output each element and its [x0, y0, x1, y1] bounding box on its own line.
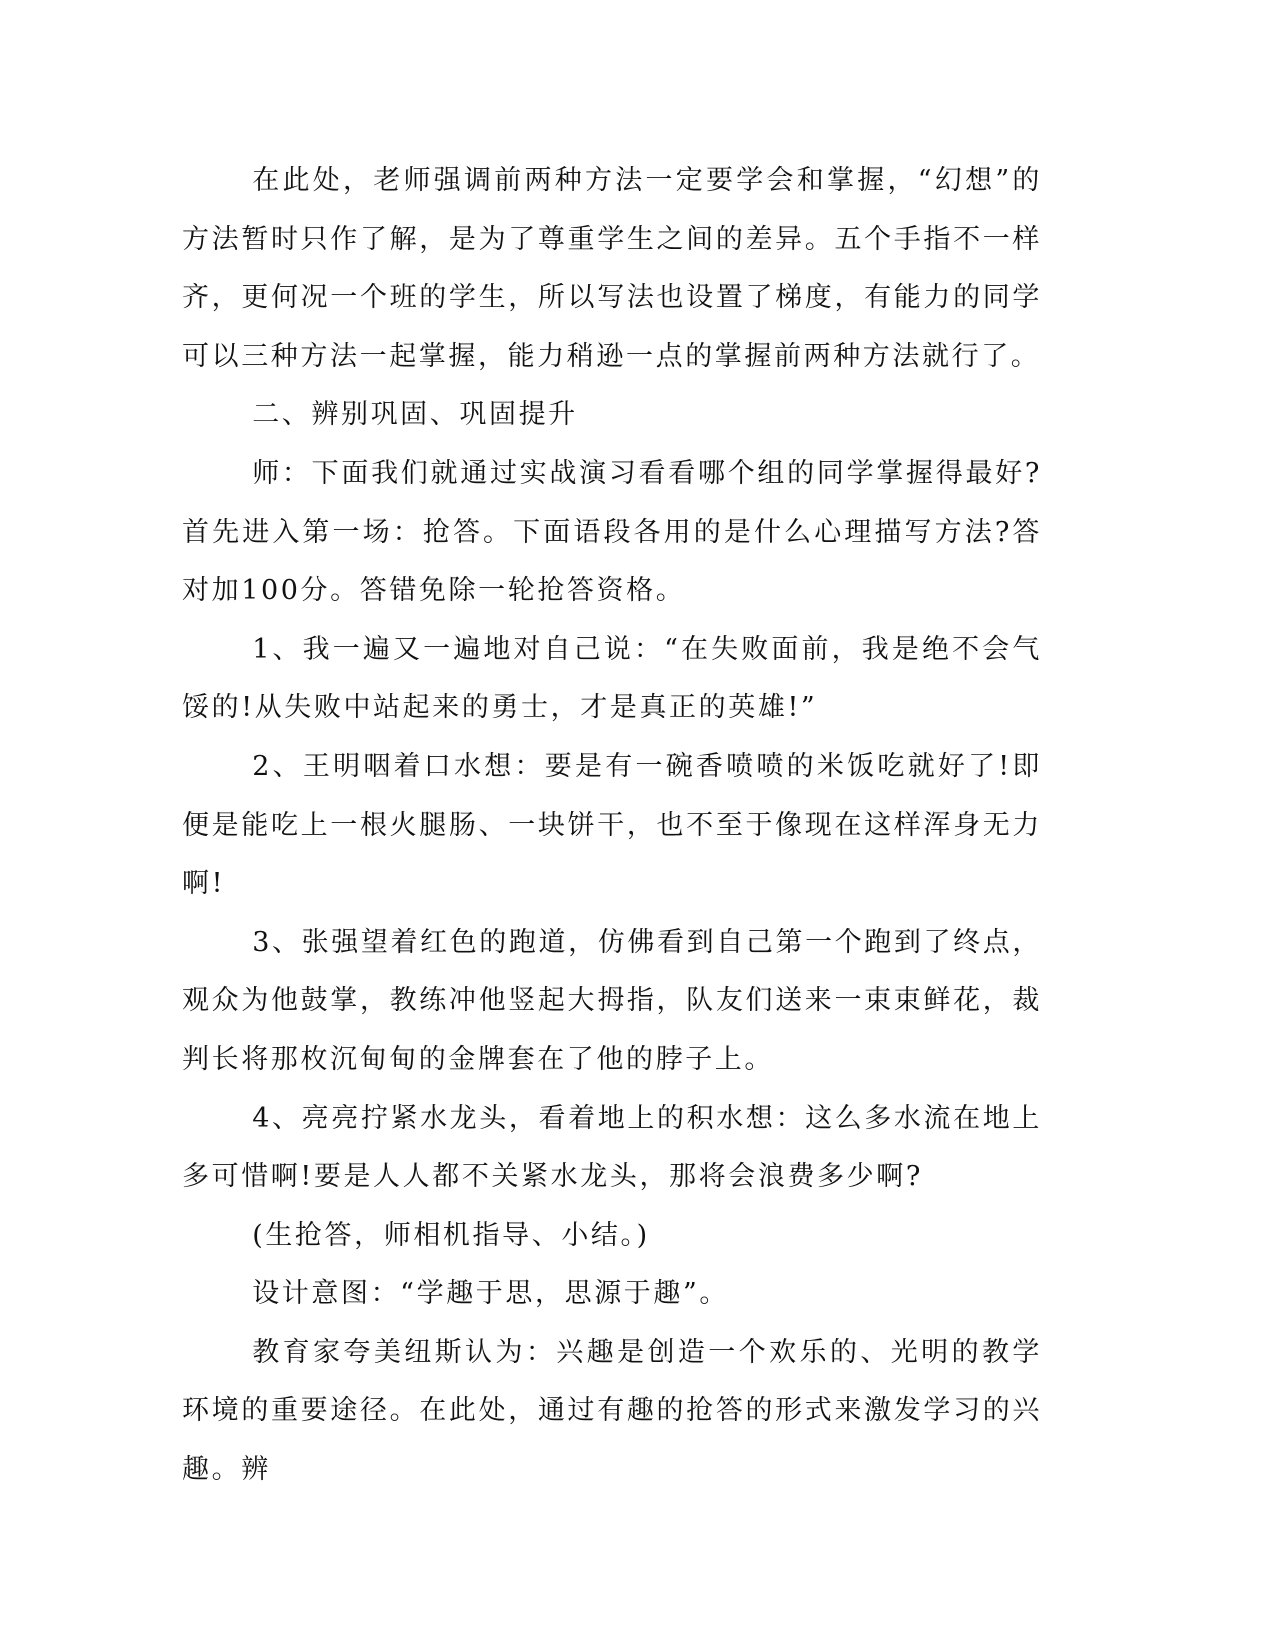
quiz-item-4: 4、亮亮拧紧水龙头，看着地上的积水想：这么多水流在地上多可惜啊!要是人人都不关紧水龙头，那将会浪费多少啊?	[182, 1102, 1042, 1193]
document-body	[182, 152, 1042, 1500]
quiz-item-3: 3、张强望着红色的跑道，仿佛看到自己第一个跑到了终点，观众为他鼓掌，教练冲他竖起大拇指，队友们送来一束束鲜花，裁判长将那枚沉甸甸的金牌套在了他的脖子上。	[182, 926, 1042, 1075]
paragraph-student-answer-note: (生抢答，师相机指导、小结。)	[252, 1219, 650, 1251]
paragraph-teacher-emphasis: 在此处，老师强调前两种方法一定要学会和掌握，“幻想”的方法暂时只作了解，是为了尊重学生之间的差异。五个手指不一样齐，更何况一个班的学生，所以写法也设置了梯度，有能力的同学可以三种方法一起掌握，能力稍逊一点的掌握前两种方法就行了。	[182, 165, 1042, 372]
section-heading-consolidate: 二、辨别巩固、巩固提升	[252, 399, 578, 431]
paragraph-quiz-intro: 师：下面我们就通过实战演习看看哪个组的同学掌握得最好?首先进入第一场：抢答。下面语段各用的是什么心理描写方法?答对加100分。答错免除一轮抢答资格。	[182, 457, 1042, 607]
quiz-item-1: 1、我一遍又一遍地对自己说：“在失败面前，我是绝不会气馁的!从失败中站起来的勇士，才是真正的英雄!”	[182, 633, 1042, 724]
paragraph-comenius-quote: 教育家夸美纽斯认为：兴趣是创造一个欢乐的、光明的教学环境的重要途径。在此处，通过有趣的抢答的形式来激发学习的兴趣。辨	[182, 1336, 1042, 1486]
paragraph-design-intent: 设计意图：“学趣于思，思源于趣”。	[252, 1278, 729, 1310]
quiz-item-2: 2、王明咽着口水想：要是有一碗香喷喷的米饭吃就好了!即便是能吃上一根火腿肠、一块饼干，也不至于像现在这样浑身无力啊!	[182, 750, 1042, 900]
